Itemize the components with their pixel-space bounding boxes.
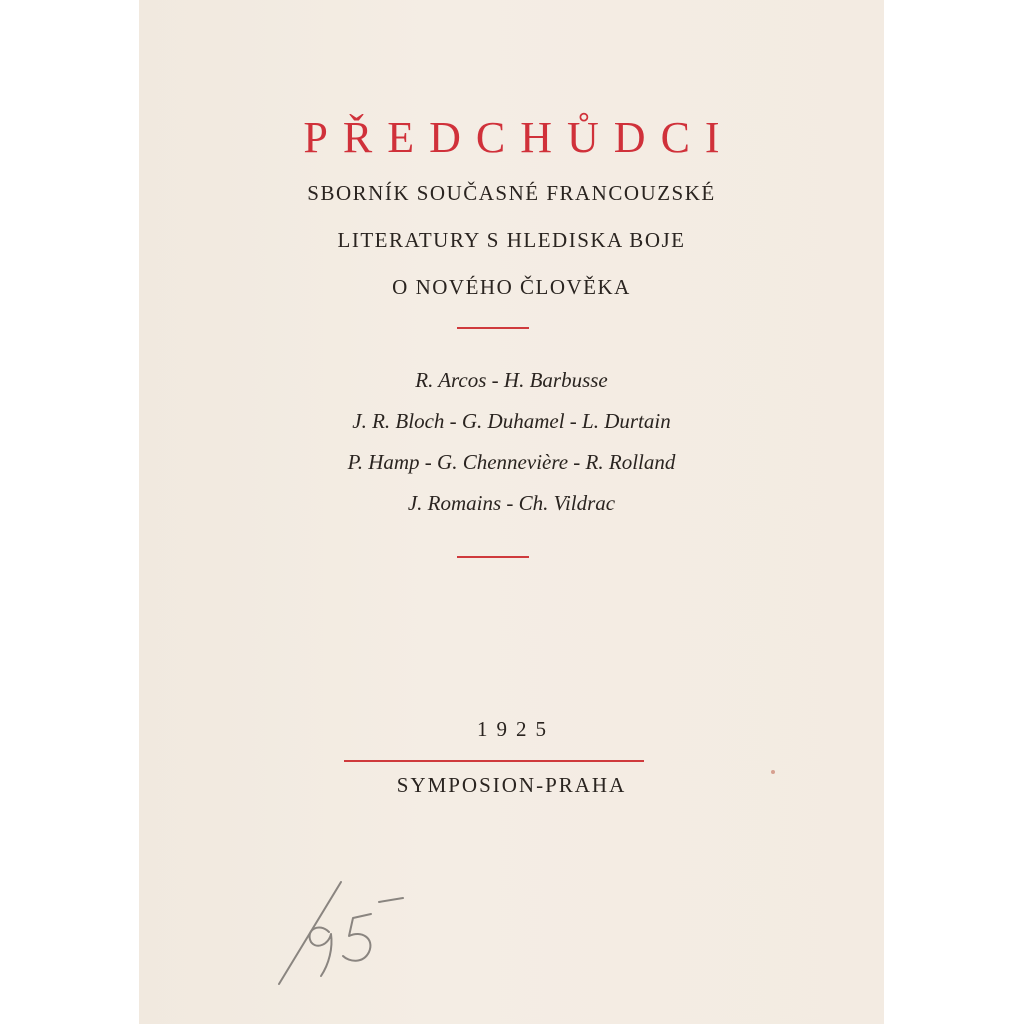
authors-list [139,360,884,524]
subtitle-line: SBORNÍK SOUČASNÉ FRANCOUZSKÉ [307,181,716,205]
authors-line: R. Arcos - H. Barbusse [415,368,608,392]
divider-rule-top [457,327,529,329]
authors-line: P. Hamp - G. Chennevière - R. Rolland [347,450,676,474]
paper-speck [771,770,775,774]
subtitle-line: LITERATURY S HLEDISKA BOJE [337,228,686,252]
publication-year: 1925 [477,717,555,741]
book-subtitle [139,170,884,311]
subtitle-line: O NOVÉHO ČLOVĚKA [392,275,631,299]
title-page [139,0,884,1024]
divider-rule-bottom [344,760,644,762]
authors-line: J. Romains - Ch. Vildrac [407,491,616,515]
book-title: PŘEDCHŮDCI [303,113,735,162]
publisher-name: SYMPOSION-PRAHA [396,773,627,797]
authors-line: J. R. Bloch - G. Duhamel - L. Durtain [352,409,671,433]
handwritten-pencil-note [271,872,421,992]
divider-rule-middle [457,556,529,558]
